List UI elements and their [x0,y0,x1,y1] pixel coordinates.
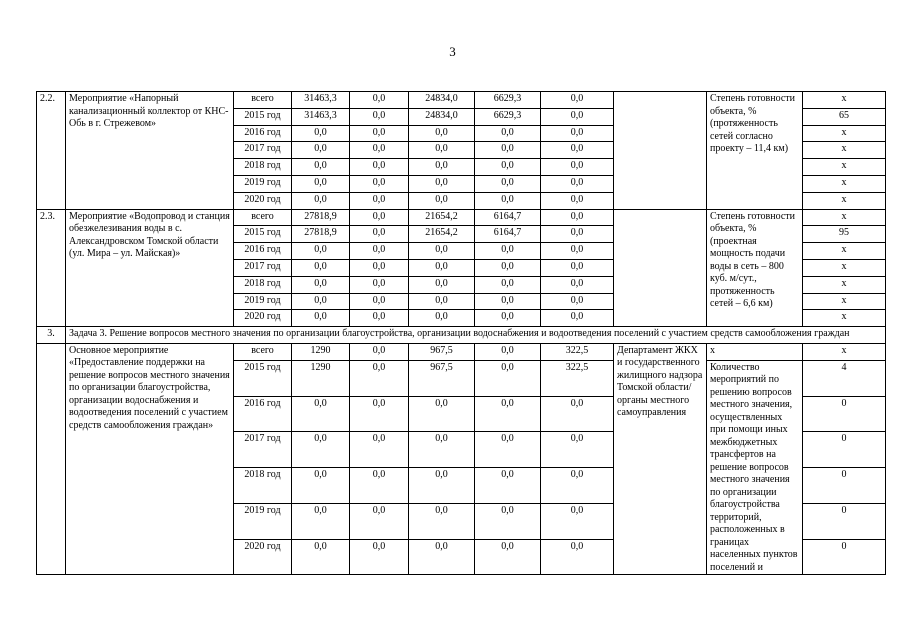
value-cell: 0,0 [541,192,614,209]
value-cell: 0,0 [350,360,409,396]
program-table [36,91,886,575]
value-cell: 31463,3 [292,108,350,125]
value-cell: 0,0 [292,432,350,468]
value-cell: 0,0 [350,259,409,276]
value-cell: 0,0 [541,293,614,310]
value-cell: 24834,0 [409,92,475,109]
year-cell: 2019 год [234,503,292,539]
value-cell: 0,0 [292,142,350,159]
indicator-value-cell: 65 [803,108,886,125]
value-cell: 0,0 [292,539,350,575]
value-cell: 0,0 [409,293,475,310]
value-cell: 0,0 [475,539,541,575]
year-cell: всего [234,92,292,109]
value-cell: 6164,7 [475,209,541,226]
value-cell: 0,0 [475,142,541,159]
item-name: Основное мероприятие «Предоставление поддержки на решение вопросов местного значения по организации благоустройства, организации водоснабжения и водоотведения поселений с участием средств самообложения граждан» [66,343,234,574]
indicator-value-cell: х [803,209,886,226]
year-cell: 2019 год [234,175,292,192]
value-cell: 0,0 [475,310,541,327]
value-cell: 1290 [292,360,350,396]
value-cell: 0,0 [475,468,541,504]
value-cell: 0,0 [541,432,614,468]
value-cell: 0,0 [475,159,541,176]
value-cell: 322,5 [541,343,614,360]
value-cell: 0,0 [292,293,350,310]
value-cell: 0,0 [350,192,409,209]
indicator-value-cell: х [803,343,886,360]
value-cell: 6629,3 [475,108,541,125]
value-cell: 0,0 [541,159,614,176]
value-cell: 0,0 [541,310,614,327]
table-row [37,343,886,360]
value-cell: 0,0 [541,243,614,260]
value-cell: 0,0 [475,293,541,310]
item-number: 2.3. [37,209,66,327]
indicator-value-cell: х [803,276,886,293]
value-cell: 0,0 [350,159,409,176]
value-cell: 0,0 [541,259,614,276]
value-cell: 21654,2 [409,226,475,243]
value-cell: 0,0 [475,243,541,260]
value-cell: 0,0 [541,142,614,159]
value-cell: 0,0 [350,396,409,432]
value-cell: 0,0 [350,310,409,327]
item-name: Мероприятие «Водопровод и станция обезжелезивания воды в с. Александровском Томской области (ул. Мира – ул. Майская)» [66,209,234,327]
value-cell: 0,0 [292,310,350,327]
value-cell: 0,0 [350,209,409,226]
value-cell: 0,0 [409,396,475,432]
indicator-value-cell: х [803,259,886,276]
value-cell: 0,0 [475,432,541,468]
year-cell: всего [234,343,292,360]
value-cell: 0,0 [350,142,409,159]
value-cell: 0,0 [541,108,614,125]
value-cell: 0,0 [475,396,541,432]
value-cell: 0,0 [350,108,409,125]
value-cell: 0,0 [350,243,409,260]
value-cell: 0,0 [409,468,475,504]
value-cell: 0,0 [541,92,614,109]
task-number: 3. [37,327,66,344]
value-cell: 0,0 [292,192,350,209]
indicator-x-cell: х [707,343,803,360]
value-cell: 0,0 [350,276,409,293]
value-cell: 0,0 [350,293,409,310]
value-cell: 0,0 [409,259,475,276]
indicator-value-cell: х [803,192,886,209]
indicator-value-cell: 95 [803,226,886,243]
item-name: Мероприятие «Напорный канализационный коллектор от КНС-Обь в г. Стрежевом» [66,92,234,210]
value-cell: 0,0 [475,343,541,360]
year-cell: 2020 год [234,192,292,209]
indicator-value-cell: х [803,92,886,109]
indicator-value-cell: х [803,125,886,142]
year-cell: всего [234,209,292,226]
indicator-value-cell: 0 [803,468,886,504]
executor-cell [614,92,707,210]
value-cell: 6629,3 [475,92,541,109]
value-cell: 0,0 [541,539,614,575]
year-cell: 2016 год [234,125,292,142]
value-cell: 6164,7 [475,226,541,243]
value-cell: 31463,3 [292,92,350,109]
table-row [37,92,886,109]
value-cell: 0,0 [409,125,475,142]
value-cell: 322,5 [541,360,614,396]
indicator-value-cell: х [803,310,886,327]
item-number [37,343,66,574]
indicator-value-cell: х [803,175,886,192]
year-cell: 2018 год [234,276,292,293]
indicator-cell: Количество мероприятий по решению вопросов местного значения, осуществленных при помощи иных межбюджетных трансфертов на решение вопросов местного значения по организации благоустройства территорий, расположенных в границах населенных пунктов поселений и [707,360,803,575]
year-cell: 2020 год [234,310,292,327]
table-row [37,209,886,226]
value-cell: 0,0 [541,468,614,504]
year-cell: 2015 год [234,108,292,125]
year-cell: 2017 год [234,259,292,276]
value-cell: 1290 [292,343,350,360]
value-cell: 21654,2 [409,209,475,226]
value-cell: 0,0 [350,539,409,575]
value-cell: 967,5 [409,360,475,396]
value-cell: 0,0 [475,175,541,192]
value-cell: 0,0 [292,125,350,142]
year-cell: 2016 год [234,243,292,260]
value-cell: 0,0 [475,276,541,293]
year-cell: 2020 год [234,539,292,575]
value-cell: 967,5 [409,343,475,360]
indicator-cell: Степень готовности объекта, % (проектная мощность подачи воды в сеть – 800 куб. м/сут., протяженность сетей – 6,6 км) [707,209,803,327]
year-cell: 2017 год [234,142,292,159]
indicator-value-cell: х [803,293,886,310]
value-cell: 0,0 [541,503,614,539]
indicator-cell: Степень готовности объекта, % (протяженность сетей согласно проекту – 11,4 км) [707,92,803,210]
value-cell: 0,0 [541,175,614,192]
value-cell: 0,0 [409,539,475,575]
value-cell: 0,0 [541,125,614,142]
value-cell: 0,0 [475,192,541,209]
value-cell: 0,0 [475,503,541,539]
executor-cell: Департамент ЖКХ и государственного жилищного надзора Томской области/органы местного самоуправления [614,343,707,574]
year-cell: 2018 год [234,159,292,176]
value-cell: 0,0 [292,276,350,293]
indicator-value-cell: 4 [803,360,886,396]
indicator-value-cell: 0 [803,539,886,575]
value-cell: 0,0 [409,503,475,539]
indicator-value-cell: 0 [803,503,886,539]
value-cell: 0,0 [350,432,409,468]
executor-cell [614,209,707,327]
value-cell: 0,0 [350,92,409,109]
value-cell: 0,0 [292,396,350,432]
value-cell: 24834,0 [409,108,475,125]
value-cell: 0,0 [475,125,541,142]
year-cell: 2015 год [234,226,292,243]
value-cell: 27818,9 [292,226,350,243]
value-cell: 0,0 [292,243,350,260]
task-row [37,327,886,344]
indicator-value-cell: х [803,142,886,159]
value-cell: 0,0 [350,343,409,360]
value-cell: 0,0 [350,503,409,539]
value-cell: 0,0 [350,468,409,504]
value-cell: 0,0 [292,259,350,276]
value-cell: 0,0 [475,259,541,276]
value-cell: 0,0 [350,175,409,192]
value-cell: 0,0 [409,276,475,293]
year-cell: 2016 год [234,396,292,432]
indicator-value-cell: х [803,243,886,260]
year-cell: 2018 год [234,468,292,504]
value-cell: 0,0 [409,175,475,192]
value-cell: 0,0 [409,432,475,468]
value-cell: 0,0 [541,276,614,293]
value-cell: 0,0 [292,159,350,176]
value-cell: 0,0 [541,396,614,432]
value-cell: 0,0 [475,360,541,396]
value-cell: 0,0 [292,468,350,504]
value-cell: 0,0 [409,192,475,209]
value-cell: 0,0 [541,226,614,243]
page-number: 3 [449,44,456,59]
value-cell: 0,0 [409,142,475,159]
item-number: 2.2. [37,92,66,210]
value-cell: 0,0 [409,159,475,176]
value-cell: 0,0 [350,125,409,142]
indicator-value-cell: 0 [803,432,886,468]
value-cell: 27818,9 [292,209,350,226]
value-cell: 0,0 [292,503,350,539]
value-cell: 0,0 [541,209,614,226]
year-cell: 2017 год [234,432,292,468]
value-cell: 0,0 [409,310,475,327]
value-cell: 0,0 [350,226,409,243]
year-cell: 2019 год [234,293,292,310]
value-cell: 0,0 [409,243,475,260]
indicator-value-cell: 0 [803,396,886,432]
value-cell: 0,0 [292,175,350,192]
task-text: Задача 3. Решение вопросов местного значения по организации благоустройства, организации водоснабжения и водоотведения поселений с участием средств самообложения граждан [66,327,886,344]
year-cell: 2015 год [234,360,292,396]
indicator-value-cell: х [803,159,886,176]
